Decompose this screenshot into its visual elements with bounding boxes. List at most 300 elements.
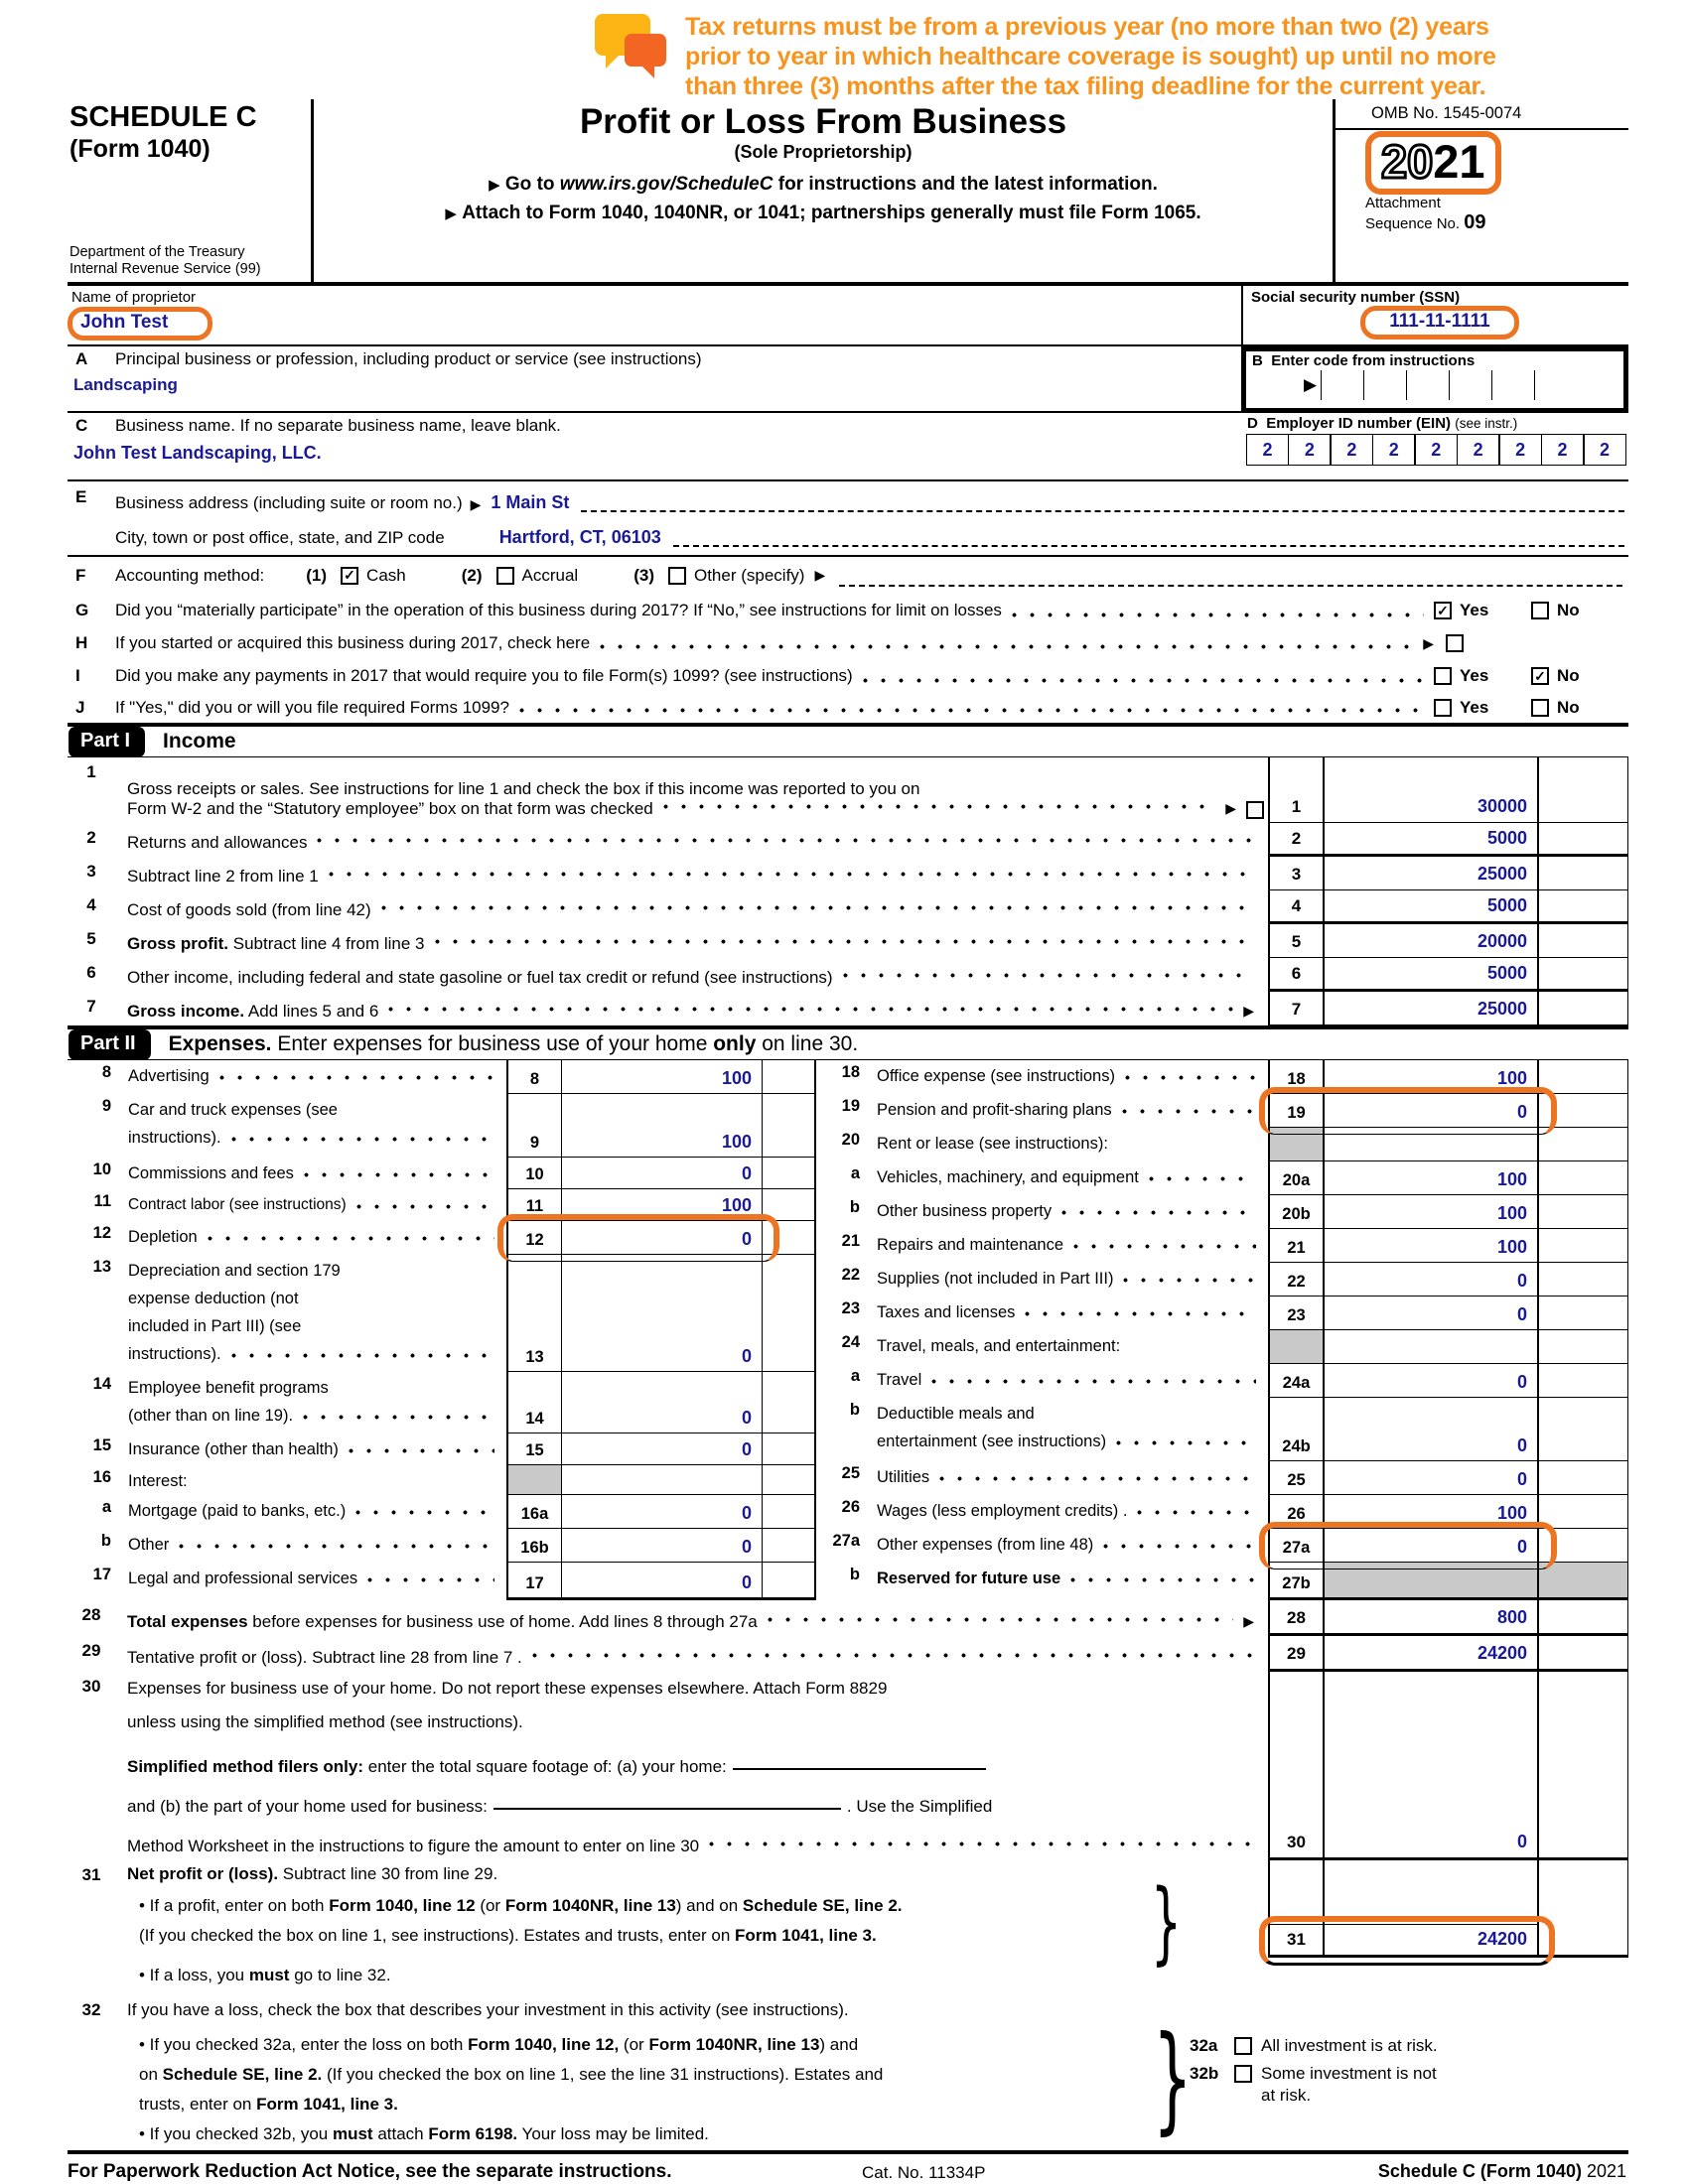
reserved-gray-cell	[1268, 1128, 1325, 1161]
line-11-amount[interactable]: 100	[562, 1189, 762, 1221]
code-cell[interactable]	[1534, 370, 1577, 400]
expense-line-11	[68, 1189, 816, 1221]
right-arrow-icon: ▶	[1243, 1003, 1254, 1019]
line-3-text: Subtract line 2 from line 1	[127, 867, 319, 886]
line-10-label: Commissions and fees	[128, 1164, 294, 1182]
i-no-checkbox[interactable]: ✓	[1531, 667, 1549, 685]
line-20a-label: Vehicles, machinery, and equipment	[877, 1168, 1139, 1186]
expense-line-10	[68, 1158, 816, 1189]
principal-business-field[interactable]: Landscaping	[73, 375, 178, 394]
other-label: Other (specify)	[693, 565, 805, 585]
some-investment-not-at-risk-checkbox[interactable]	[1234, 2065, 1252, 2083]
right-arrow-icon: ▶	[1423, 634, 1434, 651]
expense-line-27a	[816, 1529, 1628, 1563]
line-29-amount[interactable]: 24200	[1325, 1636, 1537, 1672]
part1-tag: Part I	[69, 727, 145, 757]
line-number: 9	[101, 1097, 111, 1115]
line-20b-amount[interactable]: 100	[1325, 1195, 1537, 1229]
line-10-amount[interactable]: 0	[562, 1158, 762, 1189]
dotted-leader	[208, 1223, 494, 1251]
warning-text: Tax returns must be from a previous year (no more than two (2) years prior to year in which healthcare coverage is sought) up until no more than three (3) months after the tax filing deadline for the current year.	[685, 13, 1496, 100]
expense-line-24	[816, 1330, 1628, 1364]
cents-cell	[1537, 1060, 1628, 1094]
code-box	[1241, 346, 1628, 413]
line-15-label: Insurance (other than health)	[128, 1440, 339, 1458]
box-number: 4	[1268, 890, 1325, 924]
right-arrow-icon: ▶	[814, 567, 826, 583]
line-j-label: If "Yes," did you or will you file required Forms 1099?	[115, 698, 509, 717]
cents-cell	[1537, 890, 1628, 924]
dotted-leader	[1123, 1265, 1256, 1293]
line-4-text: Cost of goods sold (from line 42)	[127, 900, 371, 919]
square-footage-home-blank[interactable]	[733, 1768, 986, 1770]
line-j-letter: J	[75, 698, 85, 717]
city-state-zip-label: City, town or post office, state, and ZIP code	[115, 528, 445, 547]
cents-cell	[1537, 757, 1628, 823]
line-letter: a	[101, 1498, 111, 1516]
line-number: 17	[92, 1566, 111, 1583]
line-letter: b	[849, 1401, 860, 1419]
dotted-leader	[843, 958, 1254, 988]
expense-line-18	[816, 1060, 1628, 1094]
line-number: 3	[86, 862, 96, 881]
catalog-number: Cat. No. 11334P	[862, 2163, 986, 2182]
line-11-label: Contract labor (see instructions)	[128, 1196, 347, 1213]
dotted-leader	[219, 1062, 494, 1090]
business-code-cells[interactable]	[1304, 370, 1619, 400]
box-number: 30	[1268, 1821, 1325, 1860]
expense-line-21	[816, 1229, 1628, 1263]
dashed-fill-line	[673, 545, 1624, 547]
expense-line-24a	[816, 1364, 1628, 1398]
line-30-text3: Simplified method filers only: enter the total square footage of: (a) your home:	[127, 1757, 727, 1776]
expense-line-15	[68, 1433, 816, 1465]
line-6-text: Other income, including federal and state gasoline or fuel tax credit or refund (see instructions)	[127, 968, 833, 987]
code-cell[interactable]	[1321, 370, 1363, 400]
cents-cell	[1537, 1161, 1628, 1195]
ssn-highlight	[1360, 306, 1518, 340]
expense-line-27b	[816, 1563, 1628, 1600]
form-title: Profit or Loss From Business	[579, 102, 1067, 141]
box-number: 26	[1268, 1495, 1325, 1529]
year-outline-digits: 20	[1381, 135, 1434, 188]
line-number: 22	[841, 1266, 860, 1284]
statutory-employee-checkbox[interactable]	[1246, 801, 1264, 819]
cents-cell	[762, 1060, 816, 1094]
line-number: 20	[841, 1131, 860, 1149]
dotted-leader	[381, 890, 1254, 920]
line-30-text5: Method Worksheet in the instructions to figure the amount to enter on line 30	[127, 1837, 700, 1855]
g-no-checkbox[interactable]	[1531, 602, 1549, 619]
line-32-bullet1-text: • If you checked 32a, enter the loss on both Form 1040, line 12, (or Form 1040NR, line 13) and	[139, 2035, 859, 2054]
proprietor-name-field[interactable]: John Test	[80, 312, 169, 333]
cents-cell	[1537, 1195, 1628, 1229]
cash-label: Cash	[366, 565, 406, 585]
line-1-text2: Form W-2 and the “Statutory employee” box on that form was checked	[127, 799, 653, 818]
line-number: 18	[841, 1063, 860, 1081]
schedule-label: SCHEDULE C	[70, 101, 257, 133]
box-number: 9	[506, 1094, 562, 1158]
line-28-amount[interactable]: 800	[1325, 1600, 1537, 1636]
paperwork-reduction-notice: For Paperwork Reduction Act Notice, see the separate instructions.	[68, 2161, 672, 2182]
g-yes-label: Yes	[1460, 601, 1489, 619]
line-27a-amount[interactable]: 0	[1325, 1529, 1537, 1563]
line-32-bullet1c-text: trusts, enter on Form 1041, line 3.	[139, 2095, 398, 2114]
line-30-text2: unless using the simplified method (see instructions).	[127, 1712, 523, 1731]
i-yes-checkbox[interactable]	[1434, 667, 1452, 685]
line-24b-amount[interactable]: 0	[1325, 1398, 1537, 1461]
speech-bubbles-icon	[594, 12, 669, 88]
dotted-leader	[1137, 1497, 1256, 1525]
box-number: 10	[506, 1158, 562, 1189]
line-31-bullet1	[68, 1892, 1628, 1924]
dotted-leader	[1073, 1231, 1256, 1259]
omb-number: OMB No. 1545-0074	[1336, 101, 1628, 130]
line-number: 14	[92, 1375, 111, 1393]
ein-digit[interactable]: 2	[1288, 434, 1332, 466]
dotted-leader	[709, 1821, 1254, 1856]
code-cell[interactable]	[1491, 370, 1534, 400]
city-state-zip-field[interactable]: Hartford, CT, 06103	[498, 527, 661, 547]
cents-cell	[1537, 857, 1628, 890]
line-32-block	[68, 1995, 1628, 2146]
all-investment-at-risk-label: All investment is at risk.	[1261, 2036, 1438, 2055]
line-number: 6	[86, 963, 96, 982]
line-number: 29	[81, 1641, 101, 1660]
line-32b-number: 32b	[1190, 2064, 1219, 2083]
cents-cell	[762, 1372, 816, 1433]
expense-line-16b	[68, 1529, 816, 1563]
dotted-leader	[1012, 594, 1424, 627]
code-cell[interactable]	[1449, 370, 1491, 400]
line-31-title	[68, 1860, 1628, 1892]
reserved-gray-cell	[1268, 1330, 1325, 1364]
cents-cell	[1537, 1821, 1628, 1860]
g-no-label: No	[1557, 601, 1580, 619]
line-31-bullet2-text: (If you checked the box on line 1, see instructions). Estates and trusts, enter on Form 1041, line 3.	[139, 1926, 877, 1945]
line-number: 27a	[832, 1532, 860, 1550]
line-e-label: Business address (including suite or room no.)	[115, 493, 463, 512]
box-number: 16a	[506, 1495, 562, 1529]
line-20b-label: Other business property	[877, 1202, 1053, 1220]
line-18-amount[interactable]: 100	[1325, 1060, 1537, 1094]
line-letter: b	[849, 1198, 860, 1216]
line-17-amount[interactable]: 0	[562, 1563, 762, 1600]
line-a-letter: A	[75, 349, 88, 368]
line-c-letter: C	[75, 416, 88, 435]
box-number: 13	[506, 1255, 562, 1372]
dotted-leader	[1149, 1163, 1256, 1191]
line-letter: a	[850, 1367, 860, 1385]
line-21-label: Repairs and maintenance	[877, 1236, 1064, 1254]
line-32-bullet1b-text: on Schedule SE, line 2. (If you checked the box on line 1, see the line 31 instructions). Estates and	[139, 2065, 884, 2084]
expense-line-25	[816, 1461, 1628, 1495]
ein-digit[interactable]: 2	[1330, 434, 1373, 466]
cents-cell	[1537, 1636, 1628, 1672]
cents-cell	[1537, 823, 1628, 857]
cents-cell	[1537, 1495, 1628, 1529]
box-number: 28	[1268, 1600, 1325, 1636]
ein-cells[interactable]	[1247, 434, 1626, 466]
option-3-number: (3)	[633, 565, 654, 585]
dotted-leader	[231, 1340, 494, 1368]
j-yes-checkbox[interactable]	[1434, 699, 1452, 717]
dotted-leader	[519, 693, 1424, 723]
line-number: 26	[841, 1498, 860, 1516]
line-1-text: Gross receipts or sales. See instructions for line 1 and check the box if this income was reported to you on	[127, 779, 920, 798]
dotted-leader	[349, 1435, 494, 1463]
line-26-label: Wages (less employment credits) .	[877, 1502, 1128, 1520]
cents-cell	[762, 1433, 816, 1465]
box-number: 31	[1268, 1924, 1325, 1958]
line-28	[68, 1600, 1628, 1636]
box-number: 20a	[1268, 1161, 1325, 1195]
ein-digit[interactable]: 2	[1498, 434, 1542, 466]
name-of-proprietor-label: Name of proprietor	[71, 289, 197, 306]
box-number: 29	[1268, 1636, 1325, 1672]
line-9-amount[interactable]: 100	[562, 1094, 762, 1158]
box-number: 14	[506, 1372, 562, 1433]
cents-cell	[1537, 1924, 1628, 1958]
dotted-leader	[1025, 1298, 1256, 1326]
box-number: 16b	[506, 1529, 562, 1563]
box-number: 2	[1268, 823, 1325, 857]
form-header	[68, 99, 1628, 286]
line-16a-amount[interactable]: 0	[562, 1495, 762, 1529]
ssn-field[interactable]: 111-11-1111	[1389, 311, 1490, 332]
income-line-5	[68, 924, 1628, 958]
square-footage-business-blank[interactable]	[493, 1808, 841, 1810]
line-22-amount[interactable]: 0	[1325, 1263, 1537, 1297]
box-number: 25	[1268, 1461, 1325, 1495]
box-number: 27a	[1268, 1529, 1325, 1563]
line-26-amount[interactable]: 100	[1325, 1495, 1537, 1529]
ein-digit[interactable]: 2	[1372, 434, 1416, 466]
line-17-label: Legal and professional services	[128, 1570, 358, 1587]
right-arrow-icon: ▶	[1243, 1613, 1254, 1629]
line-21-amount[interactable]: 100	[1325, 1229, 1537, 1263]
part2-title: Expenses. Enter expenses for business use of your home only on line 30.	[168, 1032, 859, 1055]
line-2-amount[interactable]: 5000	[1325, 823, 1537, 857]
line-7-text: Gross income. Add lines 5 and 6	[127, 1002, 379, 1021]
line-12-label: Depletion	[128, 1228, 198, 1246]
line-5-amount[interactable]: 20000	[1325, 924, 1537, 958]
line-27b-label: Reserved for future use	[877, 1570, 1061, 1587]
year-solid-digits: 21	[1433, 135, 1485, 188]
expense-line-8	[68, 1060, 816, 1094]
line-number: 11	[93, 1192, 111, 1210]
line-number: 31	[81, 1865, 101, 1884]
line-23-amount[interactable]: 0	[1325, 1297, 1537, 1330]
cents-cell	[1537, 1330, 1628, 1364]
line-16a-label: Mortgage (paid to banks, etc.)	[128, 1502, 347, 1520]
line-g-label: Did you “materially participate” in the operation of this business during 2017? If “No,” see instructions for limit on losses	[115, 601, 1002, 619]
line-25-amount[interactable]: 0	[1325, 1461, 1537, 1495]
expense-line-24b: b Deductible meals and entertainment (see instructions) 24b 0	[816, 1398, 1628, 1461]
line-25-label: Utilities	[877, 1468, 930, 1486]
box-number: 1	[1268, 757, 1325, 823]
accrual-label: Accrual	[521, 565, 579, 585]
line-29-text: Tentative profit or (loss). Subtract line 28 from line 7 .	[127, 1648, 522, 1667]
line-b-letter: B	[1252, 352, 1263, 369]
dashed-fill-line	[839, 585, 1622, 587]
box-number: 8	[506, 1060, 562, 1094]
code-cell[interactable]	[1406, 370, 1449, 400]
option-2-number: (2)	[461, 565, 483, 585]
dotted-leader	[1116, 1428, 1256, 1455]
ein-digit[interactable]: 2	[1457, 434, 1500, 466]
dotted-leader	[317, 823, 1254, 853]
expense-line-17	[68, 1563, 816, 1600]
line-23-label: Taxes and licenses	[877, 1303, 1016, 1321]
line-30-simplified	[68, 1741, 1628, 1781]
right-arrow-icon: ▶	[445, 205, 457, 222]
form-footer-title: Schedule C (Form 1040) 2021	[1377, 2161, 1626, 2181]
line-number: 32	[81, 2000, 101, 2019]
business-address-field[interactable]: 1 Main St	[491, 492, 570, 512]
dotted-leader	[355, 1497, 494, 1525]
line-number: 2	[86, 828, 96, 847]
expense-line-22	[816, 1263, 1628, 1297]
all-investment-at-risk-checkbox[interactable]	[1234, 2037, 1252, 2055]
cents-cell	[1537, 1263, 1628, 1297]
line-8-amount[interactable]: 100	[562, 1060, 762, 1094]
line-31-bullet1-text: • If a profit, enter on both Form 1040, line 12 (or Form 1040NR, line 13) and on Schedule SE, line 2.	[139, 1896, 903, 1915]
h-checkbox[interactable]	[1446, 634, 1464, 652]
income-line-2	[68, 823, 1628, 857]
expense-line-13: 13 Depreciation and section 179 expense deduction (not included in Part III) (see instructions). 13 0	[68, 1255, 816, 1372]
line-32-bullet2-text: • If you checked 32b, you must attach Form 6198. Your loss may be limited.	[139, 2124, 709, 2143]
expense-line-23	[816, 1297, 1628, 1330]
other-checkbox[interactable]	[668, 567, 686, 585]
ein-digit[interactable]: 2	[1583, 434, 1626, 466]
j-no-checkbox[interactable]	[1531, 699, 1549, 717]
j-no-label: No	[1557, 698, 1580, 717]
line-24a-amount[interactable]: 0	[1325, 1364, 1537, 1398]
line-number: 7	[86, 997, 96, 1016]
name-highlight	[68, 307, 212, 341]
line-number: 1	[86, 762, 96, 781]
ein-digit[interactable]: 2	[1246, 434, 1290, 466]
line-7-amount[interactable]: 25000	[1325, 992, 1537, 1025]
line-number: 8	[101, 1063, 111, 1081]
line-4-amount[interactable]: 5000	[1325, 890, 1537, 924]
g-yes-checkbox[interactable]: ✓	[1434, 602, 1452, 619]
dotted-leader	[179, 1531, 494, 1559]
cents-cell	[762, 1255, 816, 1372]
box-number: 11	[506, 1189, 562, 1221]
line-d-letter: D	[1247, 415, 1258, 432]
ein-digit[interactable]: 2	[1541, 434, 1585, 466]
option-1-number: (1)	[306, 565, 328, 585]
line-16-label: Interest:	[128, 1472, 188, 1490]
line-30-amount[interactable]: 0	[1325, 1821, 1537, 1860]
line-24-label: Travel, meals, and entertainment:	[877, 1337, 1121, 1355]
line-30-text4: and (b) the part of your home used for business:	[127, 1797, 488, 1816]
reserved-gray-cell	[1325, 1563, 1537, 1600]
box-number: 23	[1268, 1297, 1325, 1330]
goto-instructions-line: ▶ Go to www.irs.gov/ScheduleC for instructions and the latest information.	[489, 174, 1158, 195]
code-cell[interactable]	[1363, 370, 1406, 400]
business-name-field[interactable]: John Test Landscaping, LLC.	[73, 443, 322, 463]
line-12-amount[interactable]: 0	[562, 1221, 762, 1255]
box-number: 5	[1268, 924, 1325, 958]
line-30-business-part	[68, 1781, 1628, 1821]
cents-cell	[1537, 1529, 1628, 1563]
line-letter: a	[850, 1164, 860, 1182]
dotted-leader	[231, 1124, 494, 1152]
part1-header	[68, 723, 1628, 757]
line-15-amount[interactable]: 0	[562, 1433, 762, 1465]
expense-line-16a	[68, 1495, 816, 1529]
part2-header	[68, 1025, 1628, 1060]
tax-year-highlighted	[1365, 131, 1501, 195]
expense-line-26	[816, 1495, 1628, 1529]
line-a-label: Principal business or profession, including product or service (see instructions)	[115, 349, 702, 368]
box-number: 20b	[1268, 1195, 1325, 1229]
cents-cell	[1537, 1364, 1628, 1398]
dotted-leader	[863, 659, 1424, 693]
line-letter: b	[849, 1566, 860, 1583]
cents-cell	[1537, 1229, 1628, 1263]
line-number: 15	[92, 1436, 111, 1454]
cents-cell	[762, 1465, 816, 1495]
line-1-amount[interactable]: 30000	[1325, 757, 1537, 823]
box-number: 12	[506, 1221, 562, 1255]
line-27a-label: Other expenses (from line 48)	[877, 1536, 1094, 1554]
line-number: 5	[86, 929, 96, 948]
dotted-leader	[600, 627, 1413, 659]
line-d-fine-print: (see instr.)	[1455, 416, 1518, 431]
line-number: 16	[92, 1468, 111, 1486]
box-number: 24b	[1268, 1398, 1325, 1461]
line-13-amount[interactable]: 0	[562, 1255, 762, 1372]
cents-cell	[1537, 1094, 1628, 1128]
line-14-amount[interactable]: 0	[562, 1372, 762, 1433]
line-20a-amount[interactable]: 100	[1325, 1161, 1537, 1195]
line-number: 23	[841, 1299, 860, 1317]
line-h-label: If you started or acquired this business during 2017, check here	[115, 633, 591, 652]
line-number: 4	[86, 895, 96, 914]
line-16b-amount[interactable]: 0	[562, 1529, 762, 1563]
cash-checkbox[interactable]: ✓	[341, 567, 358, 585]
line-19-label: Pension and profit-sharing plans	[877, 1101, 1112, 1119]
line-22-label: Supplies (not included in Part III)	[877, 1270, 1114, 1288]
line-32-text: If you have a loss, check the box that describes your investment in this activity (see instructions).	[127, 2000, 849, 2019]
line-6-amount[interactable]: 5000	[1325, 958, 1537, 992]
expense-line-14: 14 Employee benefit programs (other than on line 19). 14 0	[68, 1372, 816, 1433]
cents-cell	[762, 1529, 816, 1563]
dotted-leader	[388, 992, 1233, 1022]
line-3-amount[interactable]: 25000	[1325, 857, 1537, 890]
cents-cell	[1537, 1297, 1628, 1330]
cents-cell	[762, 1158, 816, 1189]
line-31-amount[interactable]: 24200	[1325, 1924, 1537, 1958]
line-19-amount[interactable]: 0	[1325, 1094, 1537, 1128]
line-31-text: Net profit or (loss). Subtract line 30 from line 29.	[127, 1864, 498, 1883]
dotted-leader	[532, 1636, 1254, 1668]
box-number: 3	[1268, 857, 1325, 890]
line-number: 24	[841, 1333, 860, 1351]
accrual-checkbox[interactable]	[496, 567, 514, 585]
line-number: 21	[841, 1232, 860, 1250]
dotted-leader	[303, 1402, 494, 1430]
expense-line-20a	[816, 1161, 1628, 1195]
line-8-label: Advertising	[128, 1067, 210, 1085]
ein-digit[interactable]: 2	[1414, 434, 1458, 466]
cents-cell	[1537, 1461, 1628, 1495]
some-investment-not-at-risk-label: Some investment is not at risk.	[1261, 2064, 1437, 2105]
